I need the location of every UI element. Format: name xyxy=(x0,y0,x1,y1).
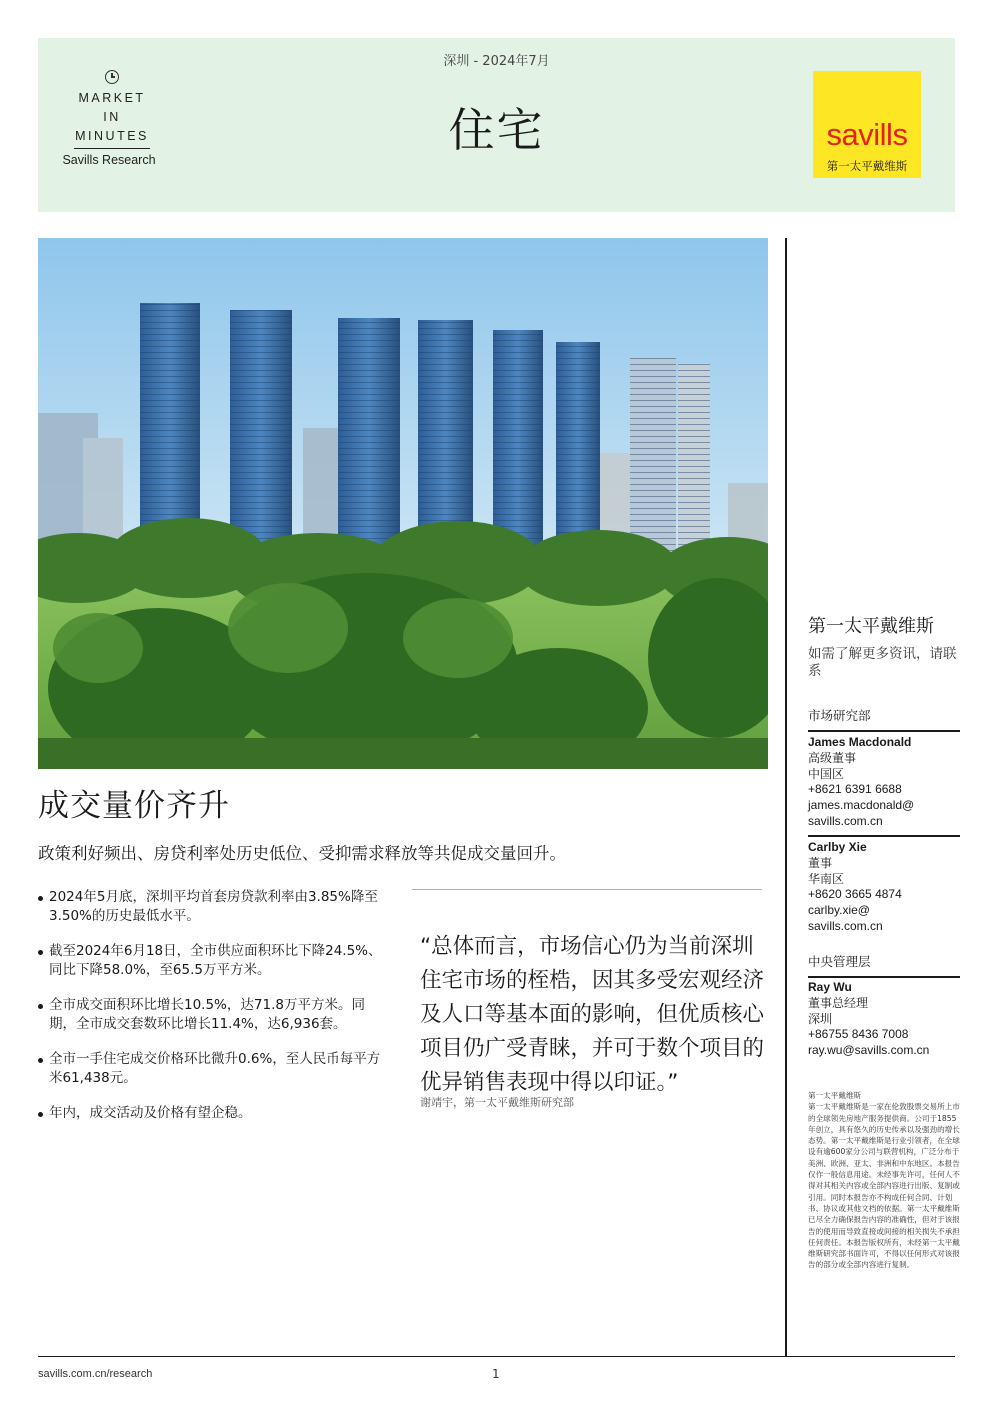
footer-url-link[interactable]: savills.com.cn/research xyxy=(38,1368,153,1380)
page-number: 1 xyxy=(492,1367,500,1381)
disclaimer xyxy=(808,1090,962,1271)
sidebar-title: 第一太平戴维斯 xyxy=(808,616,934,637)
contact-phone[interactable]: +86755 8436 7008 xyxy=(808,1027,909,1042)
contact-role: 董事 xyxy=(808,855,833,870)
savills-wordmark: savills xyxy=(826,117,908,152)
quote-divider xyxy=(412,889,762,890)
contact-region: 华南区 xyxy=(808,871,845,886)
list-item: 年内，成交活动及价格有望企稳。 xyxy=(38,1104,388,1123)
contact-email[interactable]: james.macdonald@ xyxy=(808,798,915,813)
section-label-research: 市场研究部 xyxy=(808,708,871,723)
contact-phone[interactable]: +8621 6391 6688 xyxy=(808,782,902,797)
pull-quote: “总体而言，市场信心仍为当前深圳住宅市场的桎梏，因其多受宏观经济及人口等基本面的影响，但优质核心项目仍广受青睐，并可于数个项目的优异销售表现中得以印证。” xyxy=(420,934,765,1095)
disclaimer-text: 第一太平戴维斯是一家在伦敦股票交易所上市的全球领先房地产服务提供商。公司于1855年创立，具有悠久的历史传承以及强劲的增长态势。第一太平戴维斯是行业引领者，在全球设有逾600家分公司与联营机构，广泛分布于美洲、欧洲、亚太、非洲和中东地区。本报告仅作一般信息用途。未经事先许可，任何人不得对其相关内容或全部内容进行出版、复制或引用。同时本报告亦不构成任何合同、计划书、协议或其他文档的依据。第一太平戴维斯已尽全力确保报告内容的准确性，但对于该报告的使用而导致直接或间接的相关损失不承担任何责任。本报告版权所有，未经第一太平戴维斯研究部书面许可，不得以任何形式对该报告的部分或全部内容进行复制。 xyxy=(808,1102,960,1270)
list-item: 2024年5月底，深圳平均首套房贷款利率由3.85%降至3.50%的历史最低水平。 xyxy=(38,888,388,926)
research-label: Savills Research xyxy=(62,153,156,167)
contact-role: 高级董事 xyxy=(808,750,857,765)
contact-email-domain[interactable]: savills.com.cn xyxy=(808,813,883,828)
contact-card xyxy=(808,980,960,1059)
key-points-list xyxy=(38,888,388,1139)
disclaimer-title: 第一太平戴维斯 xyxy=(808,1091,862,1100)
list-item: 截至2024年6月18日，全市供应面积环比下降24.5%、同比下降58.0%，至65.5万平方米。 xyxy=(38,942,388,980)
sidebar-divider xyxy=(808,976,960,978)
contact-region: 中国区 xyxy=(808,766,845,781)
contact-email[interactable]: carlby.xie@ xyxy=(808,903,870,918)
section-label-management: 中央管理层 xyxy=(808,954,871,969)
contact-card xyxy=(808,735,960,830)
article-intro: 政策利好频出、房贷利率处历史低位、受抑需求释放等共促成交量回升。 xyxy=(38,844,566,863)
logo-word: MARKET xyxy=(78,91,146,105)
contact-card xyxy=(808,840,960,935)
contact-name: Ray Wu xyxy=(808,980,852,994)
savills-cn-name: 第一太平戴维斯 xyxy=(826,159,908,173)
footer-rule xyxy=(38,1356,955,1357)
contact-role: 董事总经理 xyxy=(808,995,869,1010)
sidebar-divider xyxy=(808,730,960,732)
contact-name: James Macdonald xyxy=(808,735,912,749)
column-divider xyxy=(785,238,787,1356)
cover-photo xyxy=(38,238,768,769)
contact-email-domain[interactable]: savills.com.cn xyxy=(808,918,883,933)
contact-email[interactable]: ray.wu@savills.com.cn xyxy=(808,1043,930,1058)
report-date: 深圳 - 2024年7月 xyxy=(443,54,550,69)
sidebar-subtitle: 如需了解更多资讯，请联系 xyxy=(808,646,957,679)
report-title: 住宅 xyxy=(448,103,545,157)
contact-phone[interactable]: +8620 3665 4874 xyxy=(808,887,902,902)
savills-logo xyxy=(813,71,921,178)
contact-region: 深圳 xyxy=(808,1011,833,1026)
contact-name: Carlby Xie xyxy=(808,840,867,854)
logo-word: IN xyxy=(103,110,121,124)
list-item: 全市一手住宅成交价格环比微升0.6%，至人民币每平方米61,438元。 xyxy=(38,1050,388,1088)
quote-attribution: 谢靖宇，第一太平戴维斯研究部 xyxy=(420,1096,574,1109)
logo-word: MINUTES xyxy=(75,129,149,143)
clock-icon xyxy=(105,70,119,84)
sidebar-divider xyxy=(808,835,960,837)
report-header xyxy=(38,38,955,212)
article-title: 成交量价齐升 xyxy=(38,788,230,824)
list-item: 全市成交面积环比增长10.5%，达71.8万平方米。同期，全市成交套数环比增长11.4%，达6,936套。 xyxy=(38,996,388,1034)
